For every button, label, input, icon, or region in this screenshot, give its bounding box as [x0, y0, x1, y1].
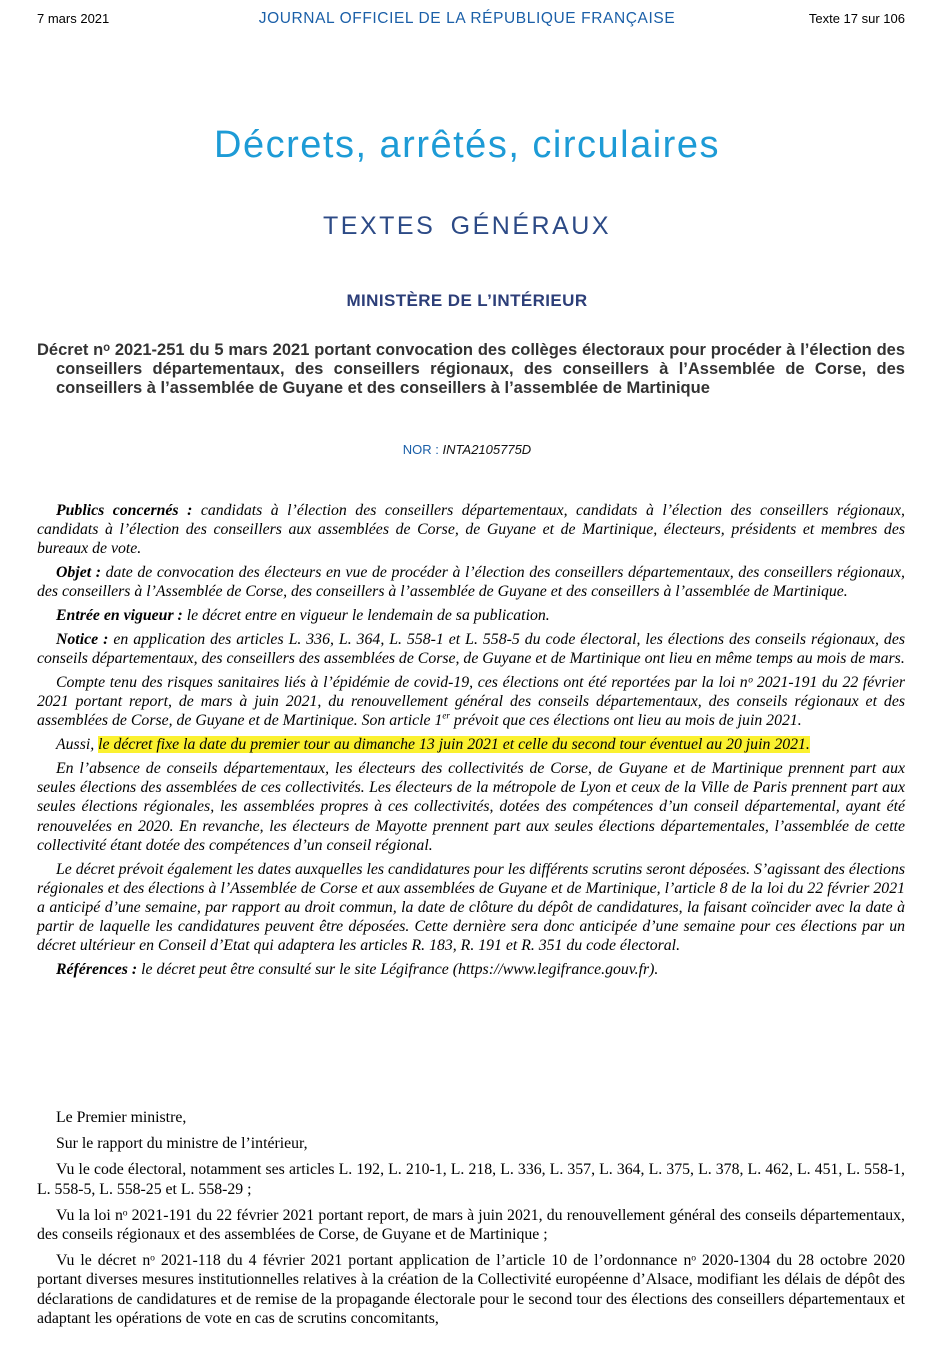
premier-ministre: Le Premier ministre,: [56, 1109, 187, 1126]
objet-text: date de convocation des électeurs en vue de procéder à l’élection des conseillers départementaux, des conseillers régionaux, des conseillers à l’Assemblée de Corse, des conseillers à l’assemblée de Guyane et des conseillers à l’assemblée de Martinique.: [37, 564, 905, 601]
main-title: Décrets, arrêtés, circulaires: [214, 124, 720, 166]
notice-label: Notice :: [56, 631, 109, 648]
vu-loi: Vu la loi nᵒ 2021-191 du 22 février 2021 portant report, de mars à juin 2021, du renouvellement général des conseils départementaux, des conseils régionaux et des assemblées de Corse, de Guyane et de Martinique ;: [37, 1206, 905, 1244]
notice-aussi: [37, 735, 905, 754]
notice-prevoit: Le décret prévoit également les dates auxquelles les candidatures pour les différents scrutins seront déposées. S’agissant des élections régionales et des élections à l’Assemblée de Corse et aux assemblées de Guyane et de Martinique, l’article 8 de la loi du 22 février 2021 a anticipé d’une semaine, par rapport au droit commun, la date de clôture du dépôt de candidatures, la faisant coïncider avec la date à partir de laquelle les candidatures peuvent être déposées. Cette dernière sera donc anticipée d’une semaine pour ces élections par un décret ultérieur en Conseil d’Etat qui adaptera les articles R. 183, R. 191 et R. 351 du code électoral.: [37, 860, 905, 955]
highlighted-dates: le décret fixe la date du premier tour au dimanche 13 juin 2021 et celle du second tour éventuel au 20 juin 2021.: [98, 736, 810, 754]
publics-label: Publics concernés :: [56, 502, 193, 519]
journal-name: JOURNAL OFFICIEL DE LA RÉPUBLIQUE FRANÇAISE: [258, 10, 676, 27]
publics-text: candidats à l’élection des conseillers départementaux, candidats à l’élection des conseillers régionaux, candidats à l’élection des conseillers aux assemblées de Corse, de Guyane et de Martinique, électeurs, présidents et membres des bureaux de vote.: [37, 502, 905, 558]
page-header: [0, 0, 934, 40]
notice-absence: En l’absence de conseils départementaux, les électeurs des collectivités de Corse, de Guyane et de Martinique prennent part aux seules élections des assemblées de ces collectivités. Les électeurs de la métropole de Lyon et ceux de la Ville de Paris prennent part aux seules élections régionales, les assemblées propres à ces collectivités, dotées des compétences d’un conseil départemental, ayant été renouvelées en 2020. En revanche, les électeurs de Mayotte prennent part aux seules élections départementales, l’assemblée de cette collectivité étant dotée des compétences d’un conseil régional.: [37, 760, 905, 854]
vu-code-electoral: Vu le code électoral, notamment ses articles L. 192, L. 210-1, L. 218, L. 336, L. 357, L. 364, L. 375, L. 378, L. 462, L. 451, L. 558-1, L. 558-5, L. 558-25 et L. 558-29 ;: [37, 1161, 905, 1198]
notice-objet: [37, 563, 905, 601]
decree-body: [37, 1108, 905, 1335]
text-counter: Texte 17 sur 106: [808, 11, 905, 26]
nor-reference: [0, 442, 934, 457]
references-text: le décret peut être consulté sur le site Légifrance (https://www.legifrance.gouv.fr).: [137, 961, 659, 979]
compte-text-2: prévoit que ces élections ont lieu au mois de juin 2021.: [449, 712, 802, 730]
notice-compte: [37, 673, 905, 731]
rapport-line: Sur le rapport du ministre de l’intérieur,: [56, 1135, 308, 1153]
aussi-prefix: Aussi,: [56, 736, 99, 754]
nor-label: NOR :: [402, 442, 439, 457]
references-label: Références :: [56, 961, 138, 979]
decree-notice: [37, 501, 905, 984]
compte-sup: er: [442, 711, 450, 722]
notice-text: en application des articles L. 336, L. 364, L. 558-1 et L. 558-5 du code électoral, les élections des conseils régionaux, des conseils départementaux, des conseillers des assemblées de Corse, de Guyane et de Martinique ont lieu en même temps au mois de mars.: [37, 631, 905, 668]
publication-date: 7 mars 2021: [37, 11, 110, 26]
section-title: TEXTES GÉNÉRAUX: [323, 212, 611, 240]
notice-entree: [37, 606, 905, 625]
entree-label: Entrée en vigueur :: [56, 607, 183, 625]
notice-references: [37, 960, 905, 979]
ministry-heading: MINISTÈRE DE L’INTÉRIEUR: [346, 291, 588, 310]
objet-label: Objet :: [56, 564, 101, 582]
notice-notice: [37, 630, 905, 668]
notice-publics: [37, 501, 905, 559]
compte-text-1: Compte tenu des risques sanitaires liés à l’épidémie de covid-19, ces élections ont été reportées par la loi nᵒ 2021-191 du 22 février 2021 portant report, de mars à juin 2021, du renouvellement général des conseils départementaux, des conseils régionaux et des assemblées de Corse, de Guyane et de Martinique. Son article 1: [37, 674, 905, 730]
decree-title: Décret nᵒ 2021-251 du 5 mars 2021 portant convocation des collèges électoraux pour procéder à l’élection des conseillers départementaux, des conseillers régionaux, des conseillers à l’Assemblée de Corse, des conseillers à l’assemblée de Guyane et des conseillers à l’assemblée de Martinique: [37, 341, 905, 397]
nor-value: INTA2105775D: [442, 442, 532, 457]
vu-decret: Vu le décret nᵒ 2021-118 du 4 février 2021 portant application de l’article 10 de l’ordonnance nᵒ 2020-1304 du 28 octobre 2020 portant diverses mesures institutionnelles relatives à la création de la Collectivité européenne d’Alsace, modifiant les délais de dépôt des déclarations de candidatures et de remise de la propagande électorale pour le second tour des élections des conseillers départementaux et adaptant les opérations de vote en cas de scrutins concomitants,: [37, 1252, 905, 1327]
entree-text: le décret entre en vigueur le lendemain de sa publication.: [182, 607, 550, 625]
